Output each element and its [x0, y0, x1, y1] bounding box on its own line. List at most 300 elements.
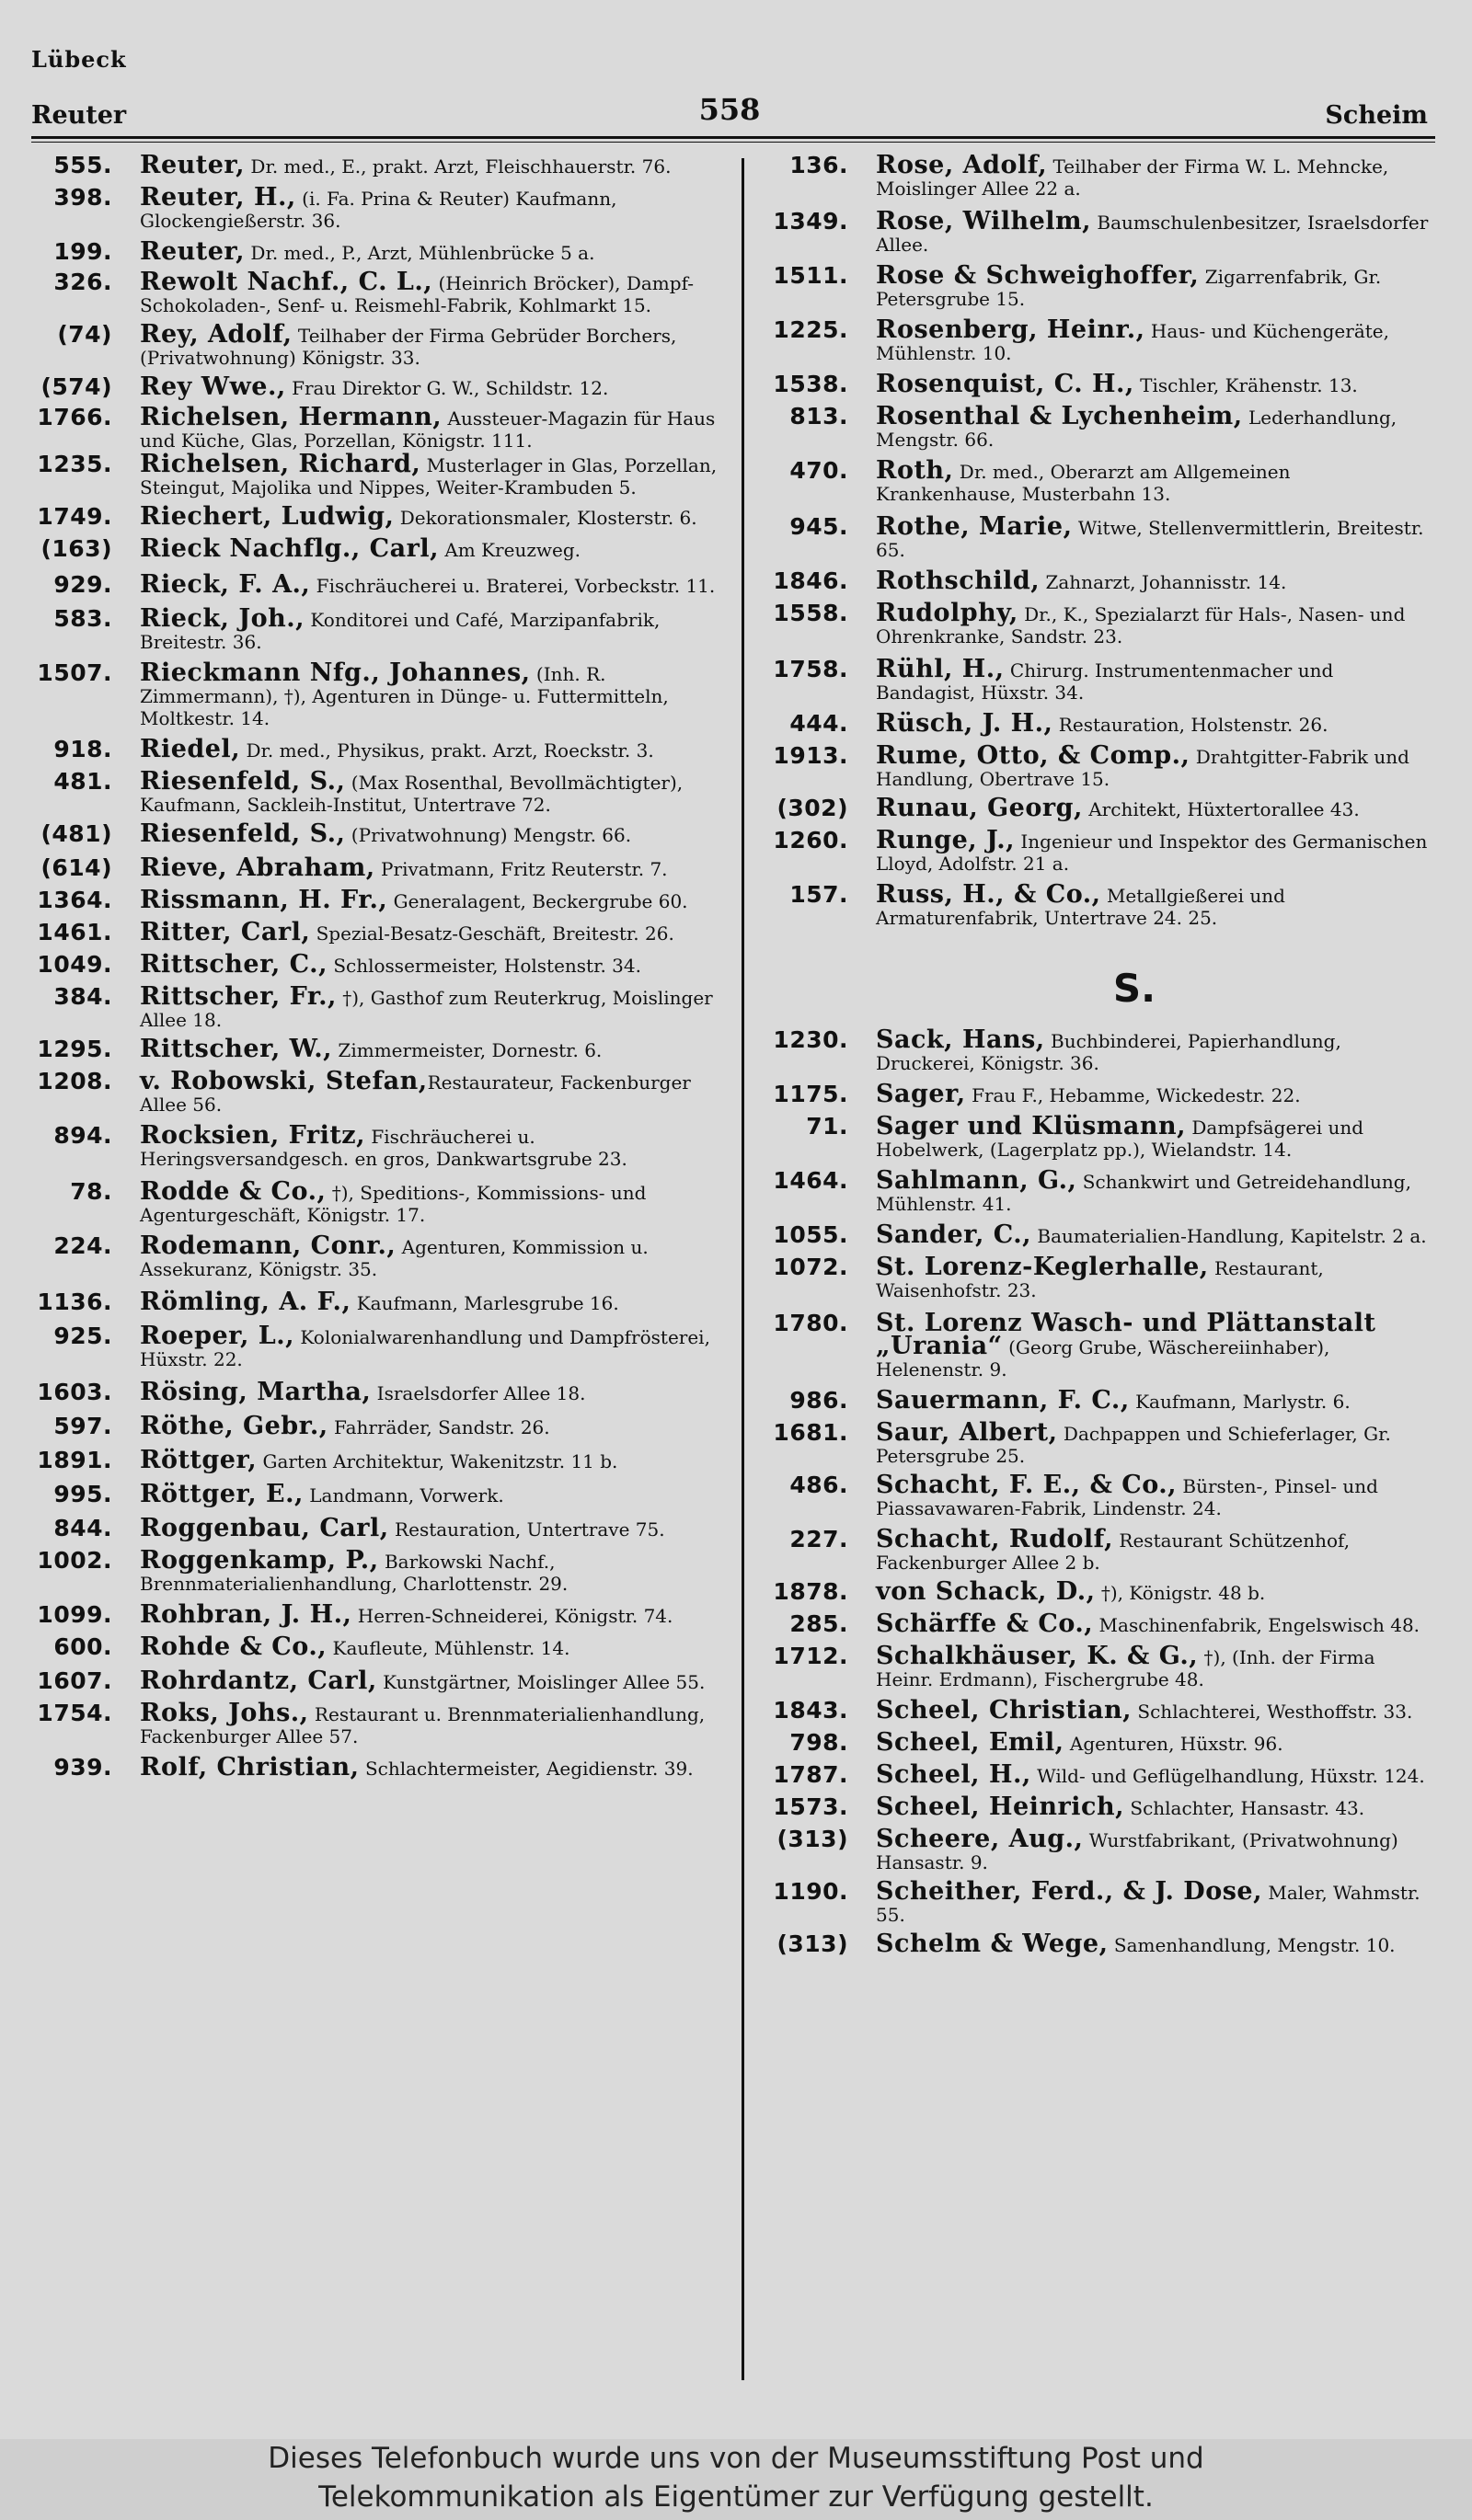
phone-number: 1749. [37, 503, 112, 530]
directory-entry [760, 402, 1435, 451]
phone-number: 1511. [773, 262, 848, 289]
phone-number: 939. [53, 1754, 112, 1781]
phone-number: 583. [53, 605, 112, 632]
directory-entry [760, 1728, 1435, 1757]
directory-entry [28, 268, 718, 316]
directory-entry [28, 735, 718, 763]
entry-name: Röttger, [140, 1446, 258, 1474]
entry-details: Am Kreuzweg. [438, 539, 581, 561]
entry-details: Restauration, Untertrave 75. [388, 1518, 665, 1541]
entry-details: Dachpappen und Schieferlager, Gr. Petersgrube 25. [876, 1423, 1391, 1467]
entry-text [876, 370, 1435, 398]
city-mark: Lübeck [31, 46, 127, 73]
entry-name: Rudolphy, [876, 599, 1018, 627]
directory-entry [28, 1480, 718, 1508]
entry-details: Tischler, Krähenstr. 13. [1133, 374, 1358, 396]
phone-number: 1260. [773, 827, 848, 853]
phone-number: 1055. [773, 1221, 848, 1248]
entry-name: Rocksien, Fritz, [140, 1121, 366, 1150]
directory-entry [28, 982, 718, 1031]
section-letter-s: S. [1112, 966, 1156, 1011]
entry-name: Russ, H., & Co., [876, 880, 1101, 909]
entry-text [876, 599, 1435, 647]
entry-details: Dr. med., P., Arzt, Mühlenbrücke 5 a. [245, 242, 595, 264]
entry-text [140, 1546, 718, 1595]
entry-name: Rohbran, J. H., [140, 1600, 352, 1629]
entry-text [876, 1930, 1435, 1958]
footer-credit [0, 2439, 1472, 2520]
phone-number: 470. [789, 457, 848, 484]
entry-details: Dr. med., Physikus, prakt. Arzt, Roeckstr. 3. [240, 739, 654, 762]
directory-entry [760, 1025, 1435, 1074]
entry-details: (i. Fa. Prina & Reuter) Kaufmann, Glockengießerstr. 36. [140, 188, 617, 232]
entry-text [876, 1418, 1435, 1467]
entry-details: Frau F., Hebamme, Wickedestr. 22. [965, 1084, 1301, 1106]
entry-text [140, 886, 718, 914]
directory-entry [28, 534, 718, 563]
phone-number: 597. [53, 1413, 112, 1439]
entry-text [140, 268, 718, 316]
entry-text [140, 918, 718, 946]
entry-details: Garten Architektur, Wakenitzstr. 11 b. [257, 1450, 618, 1472]
phone-number: 1712. [773, 1643, 848, 1669]
entry-details: (Max Rosenthal, Bevollmächtigter), Kaufmann, Sackleih-Institut, Untertrave 72. [140, 772, 684, 816]
phone-number: 1099. [37, 1601, 112, 1628]
directory-entry [28, 853, 718, 882]
entry-text [140, 237, 718, 266]
entry-text [876, 1642, 1435, 1690]
entry-details: Wurstfabrikant, (Privatwohnung) Hansastr. 9. [876, 1829, 1398, 1873]
phone-number: 1190. [773, 1878, 848, 1905]
entry-name: St. Lorenz-Keglerhalle, [876, 1253, 1209, 1281]
directory-entry [760, 370, 1435, 398]
directory-entry [760, 567, 1435, 595]
entry-details: Buchbinderei, Papierhandlung, Druckerei, Königstr. 36. [876, 1030, 1341, 1074]
entry-name: Roks, Johs., [140, 1699, 309, 1727]
entry-details: Zahnarzt, Johannisstr. 14. [1040, 571, 1287, 593]
directory-entry [760, 207, 1435, 256]
entry-name: Röttger, E., [140, 1480, 304, 1508]
entry-text [876, 741, 1435, 790]
entry-details: Herren-Schneiderei, Königstr. 74. [351, 1605, 673, 1627]
entry-name: v. Robowski, Stefan, [140, 1067, 428, 1095]
directory-entry [760, 741, 1435, 790]
entry-text [876, 567, 1435, 595]
entry-details: †), Gasthof zum Reuterkrug, Moislinger Allee 18. [140, 987, 713, 1031]
entry-name: Scheel, H., [876, 1760, 1031, 1789]
entry-name: Rose, Adolf, [876, 151, 1048, 179]
entry-name: Rohrdantz, Carl, [140, 1667, 377, 1695]
entry-name: Rieck Nachflg., Carl, [140, 534, 439, 563]
directory-entry [28, 1446, 718, 1474]
directory-entry [760, 1577, 1435, 1606]
header-last-entry: Scheim [1325, 101, 1428, 130]
phone-number: 398. [53, 184, 112, 211]
entry-text [140, 1480, 718, 1508]
entry-details: Generalagent, Beckergrube 60. [387, 890, 688, 912]
phone-number: 1878. [773, 1578, 848, 1605]
entry-text [876, 1577, 1435, 1606]
directory-entry [28, 1699, 718, 1747]
entry-text [876, 1112, 1435, 1161]
entry-details: †), Speditions-, Kommissions- und Agenturgeschäft, Königstr. 17. [140, 1182, 647, 1226]
entry-text [876, 151, 1435, 200]
entry-details: (Georg Grube, Wäschereiinhaber), Helenenstr. 9. [876, 1336, 1330, 1380]
entry-name: Rose & Schweighoffer, [876, 261, 1200, 290]
entry-details: †), (Inh. der Firma Heinr. Erdmann), Fischergrube 48. [876, 1646, 1375, 1690]
directory-entry [28, 1035, 718, 1063]
entry-text [140, 1446, 718, 1474]
entry-name: Schelm & Wege, [876, 1930, 1109, 1958]
directory-entry [760, 1642, 1435, 1690]
entry-text [876, 1253, 1435, 1301]
directory-entry [28, 1546, 718, 1595]
s-entries [760, 1025, 1435, 1958]
directory-entry [760, 1471, 1435, 1519]
directory-entry [760, 1309, 1435, 1380]
directory-entry [28, 403, 718, 452]
phone-number: 1603. [37, 1379, 112, 1405]
entry-text [140, 853, 718, 882]
entry-text [140, 1412, 718, 1440]
phone-number: 844. [53, 1515, 112, 1541]
entry-details: Kolonialwarenhandlung und Dampfrösterei, Hüxstr. 22. [140, 1326, 710, 1370]
entry-name: Rieckmann Nfg., Johannes, [140, 659, 531, 687]
entry-name: Ritter, Carl, [140, 918, 311, 946]
entry-name: Rosenthal & Lychenheim, [876, 402, 1243, 430]
phone-number: 1843. [773, 1697, 848, 1724]
entry-details: Architekt, Hüxtertorallee 43. [1082, 798, 1360, 820]
phone-number: 1507. [37, 659, 112, 686]
phone-number: 1349. [773, 208, 848, 235]
entry-name: Roth, [876, 456, 954, 485]
entry-text [876, 1220, 1435, 1249]
phone-number: 995. [53, 1481, 112, 1507]
directory-entry [28, 819, 718, 848]
phone-number: 1780. [773, 1310, 848, 1336]
directory-entry [760, 1877, 1435, 1926]
entry-details: Dr. med., Oberarzt am Allgemeinen Krankenhause, Musterbahn 13. [876, 461, 1291, 505]
entry-name: Sander, C., [876, 1220, 1032, 1249]
phone-number: 136. [789, 152, 848, 178]
entry-details: Drahtgitter-Fabrik und Handlung, Obertrave 15. [876, 746, 1409, 790]
entry-text [140, 183, 718, 232]
entry-details: Fischräucherei u. Braterei, Vorbeckstr. 11. [310, 575, 716, 597]
entry-text [876, 1025, 1435, 1074]
directory-entry [28, 502, 718, 531]
entry-details: Haus- und Küchengeräte, Mühlenstr. 10. [876, 320, 1389, 364]
entry-name: Rissmann, H. Fr., [140, 886, 388, 914]
directory-entry [760, 826, 1435, 875]
entry-text [140, 320, 718, 369]
entry-text [876, 1080, 1435, 1108]
directory-entry [760, 261, 1435, 310]
entry-details: Baumaterialien-Handlung, Kapitelstr. 2 a. [1031, 1225, 1427, 1247]
directory-entry [760, 512, 1435, 561]
phone-number: (313) [776, 1930, 848, 1957]
entry-text [140, 1288, 718, 1316]
entry-text [140, 570, 718, 599]
phone-number: (481) [40, 820, 112, 847]
phone-number: 894. [53, 1122, 112, 1149]
directory-entry [28, 1288, 718, 1316]
phone-number: 1766. [37, 404, 112, 430]
entry-name: Rittscher, Fr., [140, 982, 337, 1011]
entry-text [140, 950, 718, 979]
phone-number: 1230. [773, 1026, 848, 1053]
phone-number: 326. [53, 269, 112, 295]
directory-entry [28, 1667, 718, 1695]
entry-name: Rolf, Christian, [140, 1753, 360, 1781]
entry-text [876, 826, 1435, 875]
directory-entry [760, 794, 1435, 822]
phone-number: 1758. [773, 656, 848, 682]
directory-entry [760, 655, 1435, 704]
entry-name: Rieve, Abraham, [140, 853, 375, 882]
entry-text [140, 534, 718, 563]
entry-name: Rosenberg, Heinr., [876, 315, 1145, 344]
entry-text [140, 1035, 718, 1063]
entry-details: Fischräucherei u. Heringsversandgesch. en gros, Dankwartsgrube 23. [140, 1126, 627, 1170]
phone-number: 227. [789, 1526, 848, 1552]
entry-details: Wild- und Geflügelhandlung, Hüxstr. 124. [1030, 1765, 1425, 1787]
entry-text [140, 1632, 718, 1661]
entry-details: Bürsten-, Pinsel- und Piassavawaren-Fabrik, Lindenstr. 24. [876, 1475, 1378, 1519]
entry-text [140, 604, 718, 653]
entry-name: Riechert, Ludwig, [140, 502, 395, 531]
phone-number: 600. [53, 1633, 112, 1660]
phone-number: 1558. [773, 600, 848, 626]
directory-entry [28, 886, 718, 914]
entry-details: Witwe, Stellenvermittlerin, Breitestr. 65. [876, 517, 1424, 561]
entry-name: Rühl, H., [876, 655, 1005, 683]
entry-text [876, 207, 1435, 256]
entry-text [140, 1514, 718, 1542]
directory-entry [760, 1793, 1435, 1821]
entry-details: Samenhandlung, Mengstr. 10. [1108, 1934, 1396, 1956]
entry-name: Römling, A. F., [140, 1288, 351, 1316]
entry-text [876, 456, 1435, 505]
directory-entry [760, 709, 1435, 738]
directory-entry [28, 1121, 718, 1170]
entry-details: Barkowski Nachf., Brennmaterialienhandlung, Charlottenstr. 29. [140, 1551, 569, 1595]
directory-entry [28, 767, 718, 816]
footer-line-1: Dieses Telefonbuch wurde uns von der Museumsstiftung Post und [268, 2442, 1204, 2475]
directory-entry [760, 1166, 1435, 1215]
entry-details: Spezial-Besatz-Geschäft, Breitestr. 26. [310, 922, 674, 945]
phone-number: 813. [789, 403, 848, 430]
entry-name: Rey Wwe., [140, 372, 286, 401]
phone-number: 945. [789, 513, 848, 540]
entry-name: Rösing, Martha, [140, 1378, 372, 1406]
entry-name: Scheel, Heinrich, [876, 1793, 1125, 1821]
entry-name: Rüsch, J. H., [876, 709, 1053, 738]
entry-text [876, 709, 1435, 738]
entry-name: Sack, Hans, [876, 1025, 1045, 1054]
entry-text [140, 1231, 718, 1280]
entry-details: Israelsdorfer Allee 18. [371, 1382, 586, 1404]
entry-details: Frau Direktor G. W., Schildstr. 12. [285, 377, 609, 399]
phone-number: 1136. [37, 1289, 112, 1315]
entry-name: Scheere, Aug., [876, 1825, 1084, 1853]
phone-number: (74) [57, 321, 112, 348]
entry-details: Aussteuer-Magazin für Haus und Küche, Glas, Porzellan, Königstr. 111. [140, 407, 716, 452]
entry-details: Dekorationsmaler, Klosterstr. 6. [394, 507, 697, 529]
entry-text [876, 1309, 1435, 1380]
entry-name: Sauermann, F. C., [876, 1386, 1130, 1415]
phone-number: 1208. [37, 1068, 112, 1094]
directory-entry [760, 1930, 1435, 1958]
phone-number: 1072. [773, 1254, 848, 1280]
directory-entry [28, 1231, 718, 1280]
entry-name: Riesenfeld, S., [140, 819, 346, 848]
entry-text [876, 1825, 1435, 1873]
entry-text [876, 880, 1435, 929]
directory-entry [760, 315, 1435, 364]
entry-name: Schärffe & Co., [876, 1609, 1094, 1638]
entry-details: Dampfsägerei und Hobelwerk, (Lagerplatz pp.), Wielandstr. 14. [876, 1117, 1364, 1161]
directory-entry [28, 1753, 718, 1781]
directory-entry [28, 1412, 718, 1440]
entry-name: Roggenbau, Carl, [140, 1514, 389, 1542]
phone-number: 1364. [37, 887, 112, 913]
entry-details: Konditorei und Café, Marzipanfabrik, Breitestr. 36. [140, 609, 661, 653]
phone-number: 1913. [773, 742, 848, 769]
entry-details: Kaufmann, Marlystr. 6. [1129, 1391, 1351, 1413]
entry-text [140, 1177, 718, 1226]
entry-details: Agenturen, Kommission u. Assekuranz, Königstr. 35. [140, 1236, 649, 1280]
entry-text [140, 151, 718, 179]
directory-entry [760, 1825, 1435, 1873]
entry-text [140, 1121, 718, 1170]
directory-entry [760, 880, 1435, 929]
entry-details: Maschinenfabrik, Engelswisch 48. [1093, 1614, 1420, 1636]
entry-text [140, 982, 718, 1031]
entry-details: Privatmann, Fritz Reuterstr. 7. [374, 858, 668, 880]
directory-entry [760, 456, 1435, 505]
entry-name: Rothe, Marie, [876, 512, 1073, 541]
phone-number: 1225. [773, 316, 848, 343]
entry-name: Scheel, Emil, [876, 1728, 1064, 1757]
phone-number: (163) [40, 535, 112, 562]
entry-text [140, 1667, 718, 1695]
entry-details: Schlossermeister, Holstenstr. 34. [327, 955, 641, 977]
entry-name: Reuter, H., [140, 183, 296, 212]
entry-text [140, 1600, 718, 1629]
entry-name: Saur, Albert, [876, 1418, 1058, 1447]
entry-text [140, 1322, 718, 1370]
entry-details: (Inh. R. Zimmermann), †), Agenturen in Dünge- u. Futtermitteln, Moltkestr. 14. [140, 663, 669, 729]
directory-entry [28, 183, 718, 232]
phone-number: 798. [789, 1729, 848, 1756]
entry-name: Röthe, Gebr., [140, 1412, 328, 1440]
entry-name: Rume, Otto, & Comp., [876, 741, 1190, 770]
phone-number: 486. [789, 1472, 848, 1498]
entry-name: Rothschild, [876, 567, 1041, 595]
entry-name: Schacht, Rudolf, [876, 1525, 1114, 1553]
directory-entry [760, 1386, 1435, 1415]
entry-details: Fahrräder, Sandstr. 26. [328, 1416, 550, 1438]
entry-name: Rittscher, W., [140, 1035, 333, 1063]
phone-number: (313) [776, 1826, 848, 1852]
entry-name: Rewolt Nachf., C. L., [140, 268, 433, 296]
phone-number: 1787. [773, 1761, 848, 1788]
entry-name: Rieck, F. A., [140, 570, 311, 599]
entry-details: Dr. med., E., prakt. Arzt, Fleischhauerstr. 76. [245, 155, 672, 178]
entry-text [140, 735, 718, 763]
entry-name: Rodemann, Conr., [140, 1231, 397, 1260]
phone-number: 1235. [37, 451, 112, 477]
entry-details: (Privatwohnung) Mengstr. 66. [345, 824, 632, 846]
phone-number: 1891. [37, 1447, 112, 1473]
right-column [760, 151, 1435, 1958]
phone-number: 157. [789, 881, 848, 908]
phone-number: 444. [789, 710, 848, 737]
entry-details: Restaurant u. Brennmaterialienhandlung, Fackenburger Allee 57. [140, 1703, 706, 1747]
entry-details: Kunstgärtner, Moislinger Allee 55. [376, 1671, 706, 1693]
phone-number: 986. [789, 1387, 848, 1414]
entry-text [876, 794, 1435, 822]
phone-number: 224. [53, 1232, 112, 1259]
entry-name: Riesenfeld, S., [140, 767, 346, 796]
phone-number: 1681. [773, 1419, 848, 1446]
entry-name: Rey, Adolf, [140, 320, 293, 349]
entry-details: Teilhaber der Firma Gebrüder Borchers, (Privatwohnung) Königstr. 33. [140, 325, 677, 369]
entry-details: Kaufmann, Marlesgrube 16. [351, 1292, 619, 1314]
directory-entry [28, 151, 718, 179]
directory-entry [760, 1080, 1435, 1108]
phone-number: 925. [53, 1323, 112, 1349]
entry-text [876, 1525, 1435, 1574]
entry-details: Maler, Wahmstr. 55. [876, 1882, 1420, 1926]
entry-name: Richelsen, Richard, [140, 450, 421, 478]
entry-text [876, 402, 1435, 451]
entry-name: Scheel, Christian, [876, 1696, 1133, 1724]
phone-number: (574) [40, 373, 112, 400]
directory-entry [28, 1177, 718, 1226]
entry-name: Runge, J., [876, 826, 1016, 854]
directory-entry [28, 604, 718, 653]
phone-number: 555. [53, 152, 112, 178]
entry-name: Rohde & Co., [140, 1632, 328, 1661]
entry-text [140, 1067, 718, 1116]
entry-text [140, 659, 718, 729]
entry-name: Roeper, L., [140, 1322, 295, 1350]
directory-entry [760, 1220, 1435, 1249]
entry-details: Chirurg. Instrumentenmacher und Bandagist, Hüxstr. 34. [876, 659, 1334, 704]
entry-name: Rieck, Joh., [140, 604, 305, 633]
entry-text [140, 403, 718, 452]
column-divider [742, 158, 744, 2380]
directory-entry [760, 1760, 1435, 1789]
page-header [31, 92, 1428, 134]
directory-entry [760, 1418, 1435, 1467]
entry-text [140, 502, 718, 531]
entry-text [140, 450, 718, 498]
directory-entry [760, 1112, 1435, 1161]
entry-text [140, 767, 718, 816]
entry-details: Teilhaber der Firma W. L. Mehncke, Moislinger Allee 22 a. [876, 155, 1389, 200]
entry-text [876, 1728, 1435, 1757]
directory-entry [28, 1067, 718, 1116]
header-rule [31, 136, 1435, 143]
entry-name: Roggenkamp, P., [140, 1546, 379, 1575]
directory-entry [28, 570, 718, 599]
phone-number: 285. [789, 1610, 848, 1637]
entry-details: Zimmermeister, Dornestr. 6. [332, 1039, 603, 1061]
phone-number: 384. [53, 983, 112, 1010]
directory-entry [760, 1253, 1435, 1301]
